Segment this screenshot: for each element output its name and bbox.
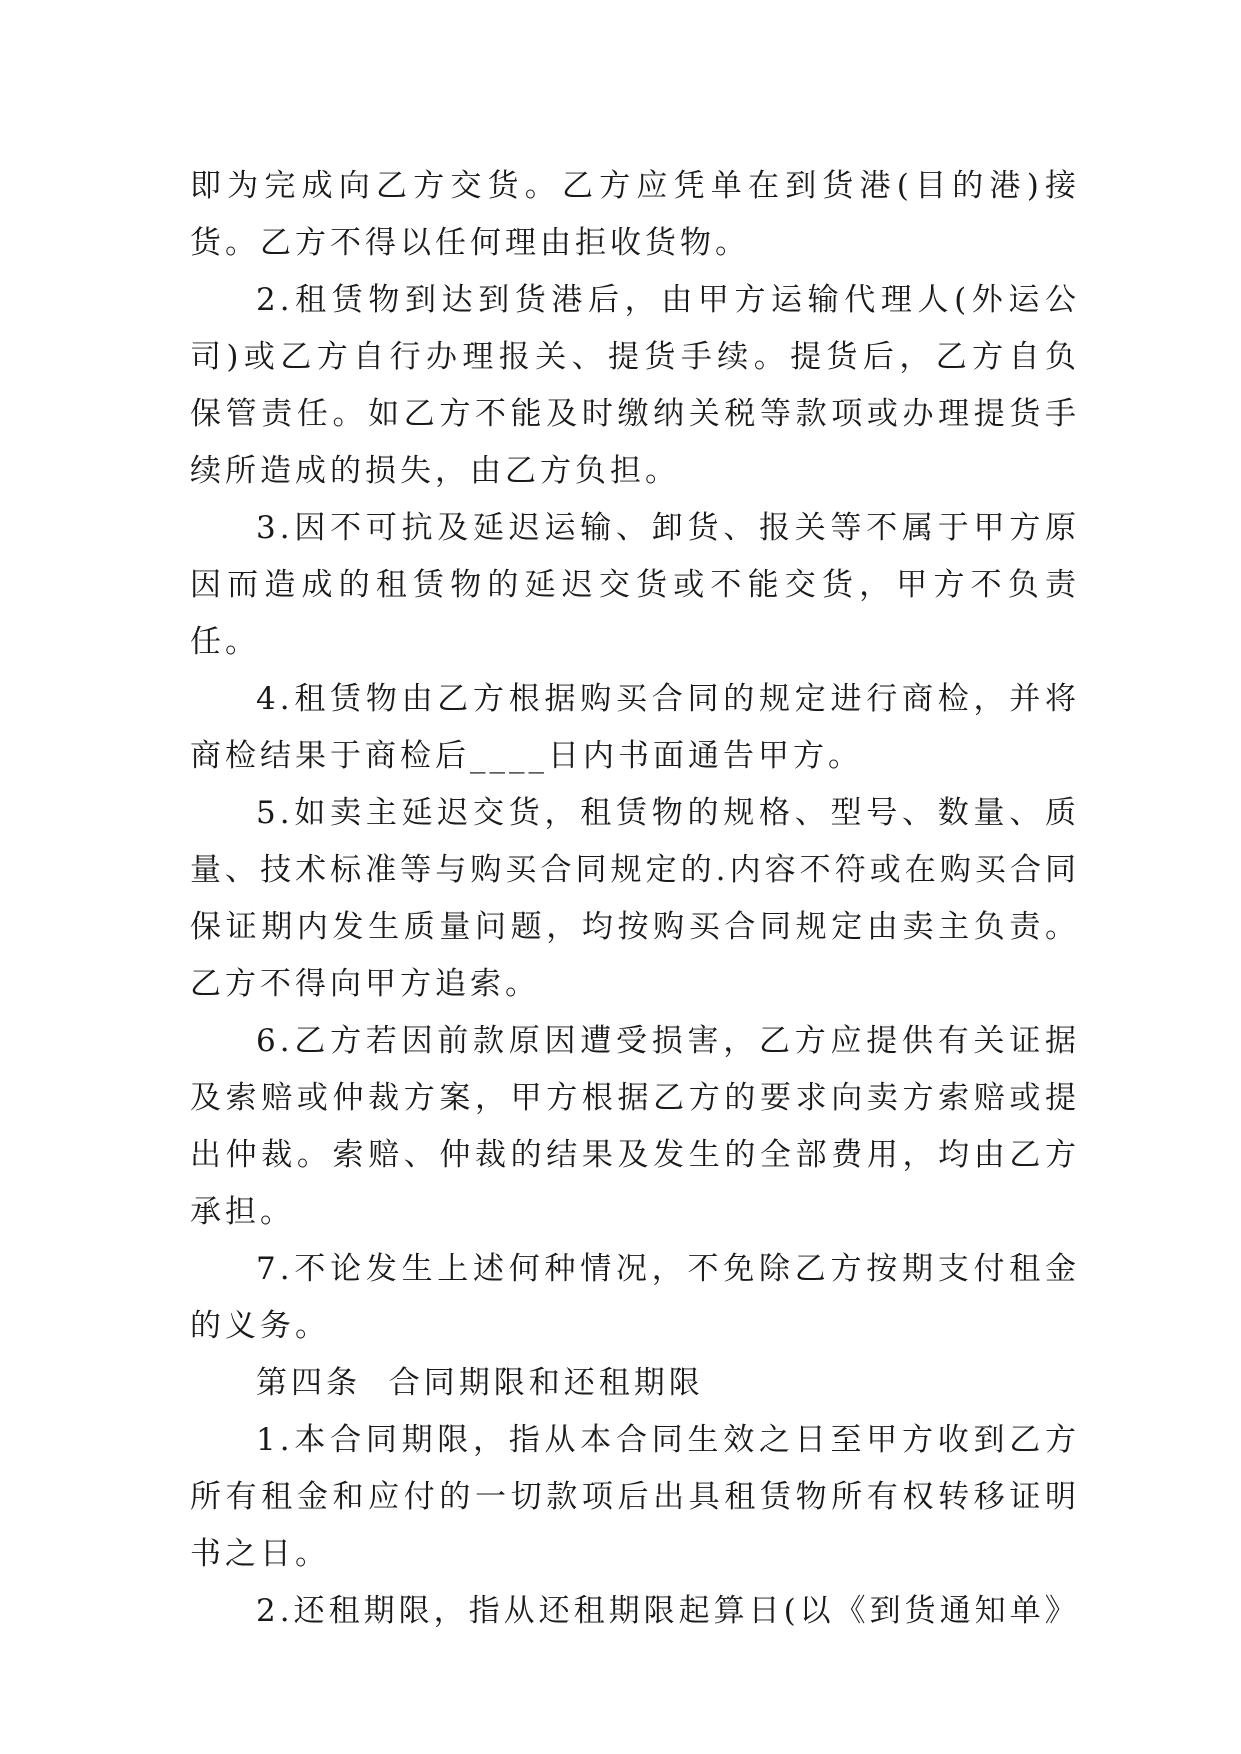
paragraph-clause-6-claims: 6.乙方若因前款原因遭受损害，乙方应提供有关证据及索赔或仲裁方案，甲方根据乙方的要求向卖方索赔或提出仲裁。索赔、仲裁的结果及发生的全部费用，均由乙方承担。 [190, 1023, 1080, 1230]
paragraph-term-2-rent-period: 2.还租期限，指从还租期限起算日(以《到货通知单》 [256, 1593, 1080, 1629]
paragraph-clause-3-force-majeure: 3.因不可抗及延迟运输、卸货、报关等不属于甲方原因而造成的租赁物的延迟交货或不能交货，甲方不负责任。 [190, 510, 1080, 660]
paragraph-term-1-contract-period: 1.本合同期限，指从本合同生效之日至甲方收到乙方所有租金和应付的一切款项后出具租赁物所有权转移证明书之日。 [190, 1422, 1080, 1572]
document-body [190, 158, 1080, 1640]
paragraph-clause-4-inspection: 4.租赁物由乙方根据购买合同的规定进行商检，并将商检结果于商检后____日内书面通告甲方。 [190, 681, 1080, 774]
paragraph-clause-7-rent-obligation: 7.不论发生上述何种情况，不免除乙方按期支付租金的义务。 [190, 1251, 1080, 1344]
paragraph-clause-5-seller-liability: 5.如卖主延迟交货，租赁物的规格、型号、数量、质量、技术标准等与购买合同规定的.内容不符或在购买合同保证期内发生质量问题，均按购买合同规定由卖主负责。乙方不得向甲方追索。 [190, 795, 1080, 1002]
paragraph-delivery-completion: 即为完成向乙方交货。乙方应凭单在到货港(目的港)接货。乙方不得以任何理由拒收货物。 [190, 168, 1080, 261]
paragraph-clause-2-customs: 2.租赁物到达到货港后，由甲方运输代理人(外运公司)或乙方自行办理报关、提货手续。提货后，乙方自负保管责任。如乙方不能及时缴纳关税等款项或办理提货手续所造成的损失，由乙方负担。 [190, 282, 1080, 489]
section-heading-article-4: 第四条 合同期限和还租期限 [256, 1365, 704, 1401]
